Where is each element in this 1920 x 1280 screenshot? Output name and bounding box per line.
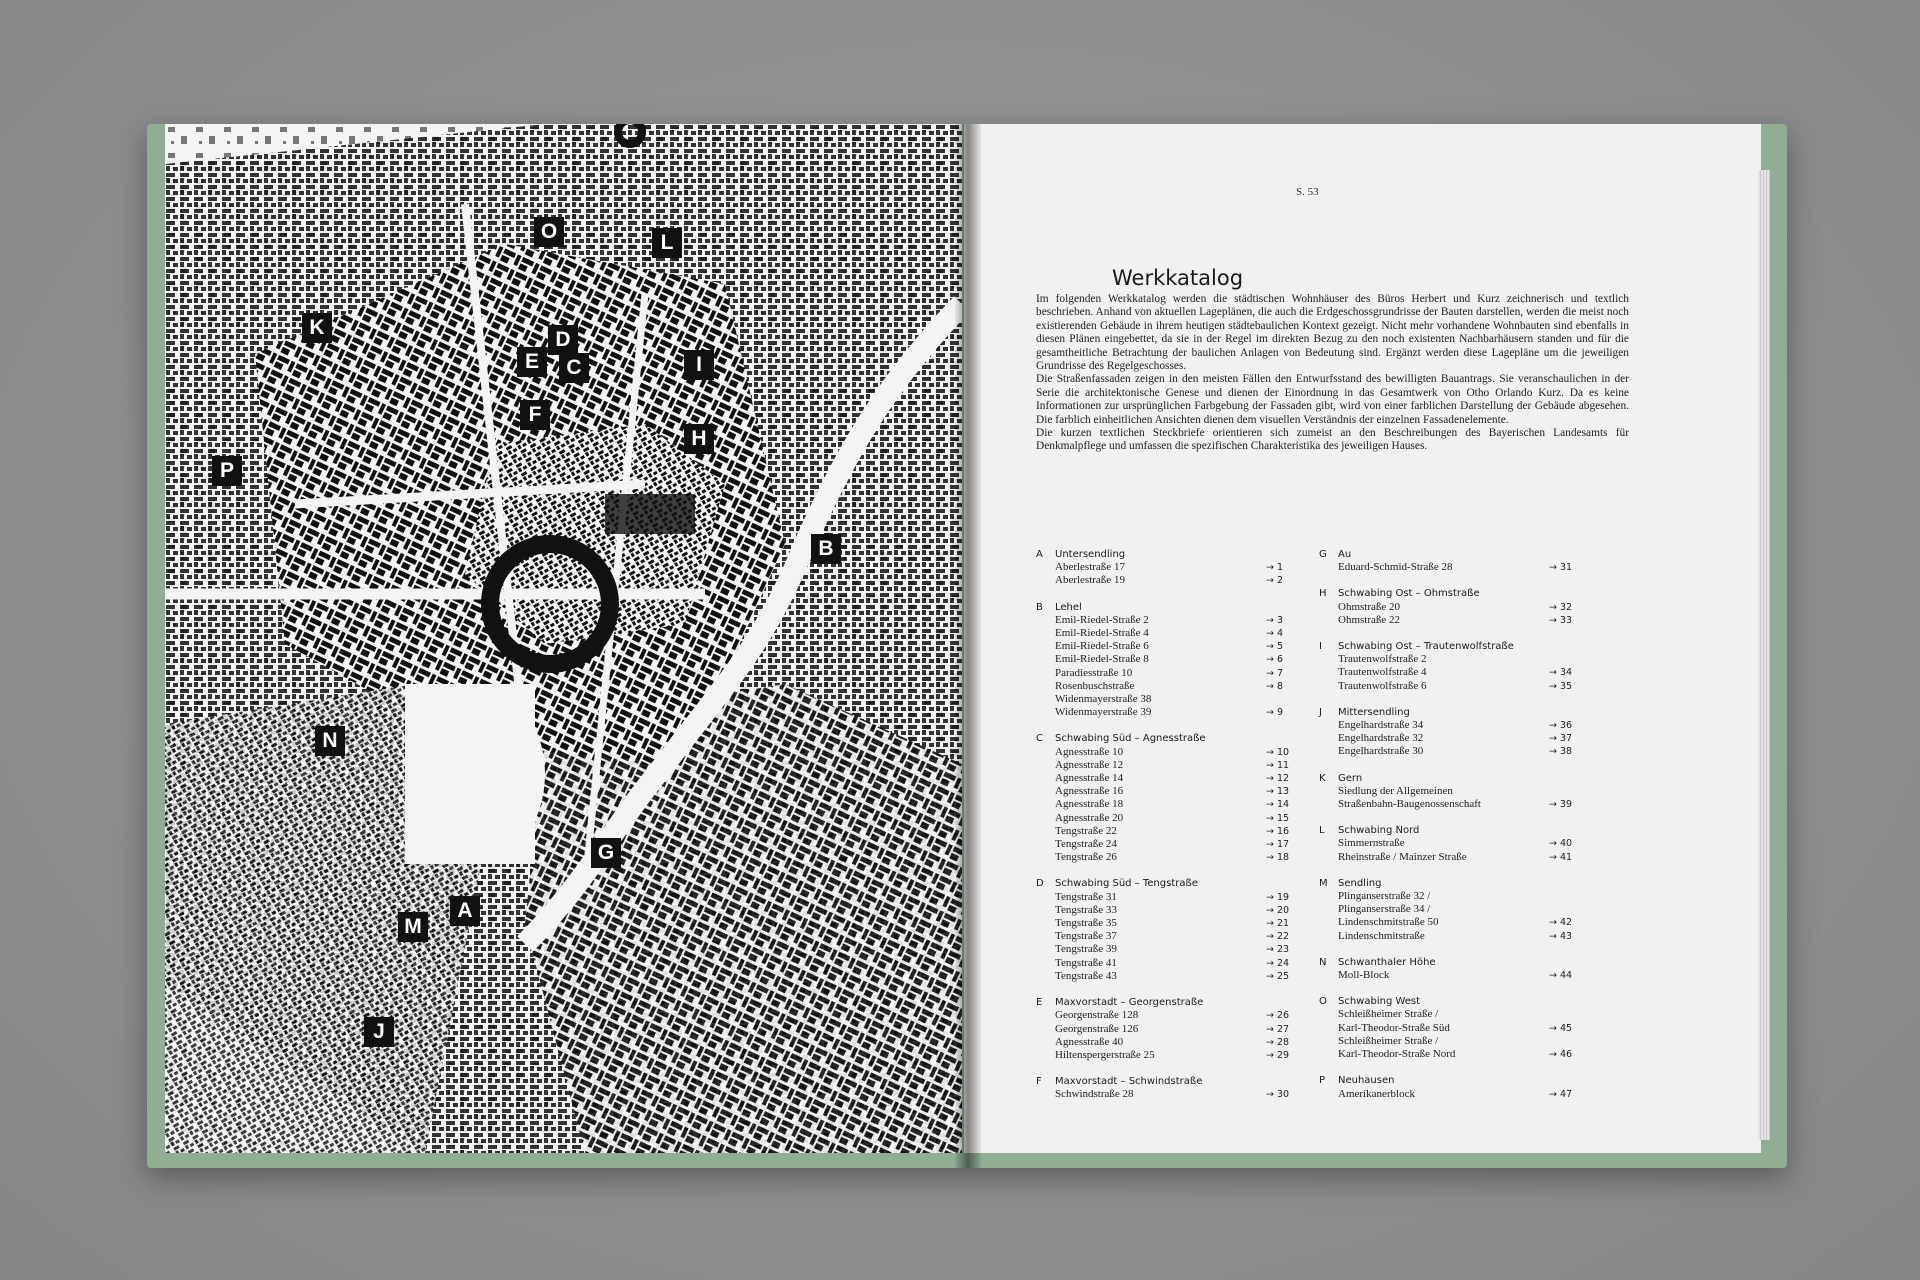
index-group-letter: B <box>1036 601 1043 613</box>
index-entry-name: Agnesstraße 16 <box>1055 785 1124 798</box>
index-entry-ref: → 33 <box>1549 614 1573 626</box>
index-entry-ref: → 26 <box>1266 1010 1290 1022</box>
index-entry-name: Agnesstraße 18 <box>1055 798 1124 811</box>
index-group <box>1319 548 1579 574</box>
index-entry-name: Emil-Riedel-Straße 2 <box>1055 613 1149 626</box>
index-entry <box>1036 891 1296 904</box>
index-entry <box>1319 1022 1579 1035</box>
map-marker-d[interactable]: D <box>548 325 578 355</box>
index-entry-name: Tengstraße 22 <box>1055 824 1117 837</box>
intro-paragraph: Die kurzen textlichen Steckbriefe orientieren sich zumeist an den Beschreibungen des Bayerischen Landesamts für Denkmalpflege und umfassen die spezifischen Charakteristika des jeweiligen Hauses. <box>1036 427 1629 453</box>
index-entry <box>1036 706 1296 719</box>
index-group-name: Gern <box>1338 772 1363 784</box>
index-group-header <box>1036 1075 1296 1088</box>
index-entry-ref <box>1549 1008 1579 1021</box>
index-group <box>1319 824 1579 864</box>
index-entry-ref: → 46 <box>1549 1049 1573 1061</box>
map-marker-a[interactable]: A <box>450 896 480 926</box>
index-entry-name: Widenmayerstraße 39 <box>1055 706 1152 719</box>
index-entry-ref: → 36 <box>1549 720 1573 732</box>
index-entry-name: Schwindstraße 28 <box>1055 1088 1134 1101</box>
index-entry-ref: → 6 <box>1266 654 1284 666</box>
index-entry-name: Widenmayerstraße 38 <box>1055 693 1152 706</box>
index-group-header <box>1036 877 1296 890</box>
index-entry-name: Agnesstraße 14 <box>1055 772 1124 785</box>
index-entry <box>1319 719 1579 732</box>
index-entry <box>1036 1049 1296 1062</box>
index-group-name: Schwabing Süd – Agnesstraße <box>1055 733 1206 745</box>
index-group-letter: C <box>1036 733 1043 745</box>
index-entry-name: Emil-Riedel-Straße 8 <box>1055 653 1149 666</box>
index-entry-name: Lindenschmitstraße <box>1338 929 1425 942</box>
index-entry <box>1036 825 1296 838</box>
index-entry-ref: → 21 <box>1266 918 1290 930</box>
map-marker-c[interactable]: C <box>559 353 589 383</box>
map-marker-k[interactable]: K <box>302 313 332 343</box>
index-entry-name: Tengstraße 24 <box>1055 838 1117 851</box>
map-marker-e[interactable]: E <box>517 347 547 377</box>
index-entry-name: Tengstraße 37 <box>1055 930 1117 943</box>
index-entry <box>1036 943 1296 956</box>
index-group-name: Schwabing West <box>1338 996 1421 1008</box>
map-marker-o[interactable]: O <box>534 217 564 247</box>
index-entry-ref: → 15 <box>1266 812 1290 824</box>
index-entry <box>1036 759 1296 772</box>
index-group-name: Schwanthaler Höhe <box>1338 956 1436 968</box>
index-entry <box>1319 890 1579 903</box>
index-entry <box>1319 837 1579 850</box>
index-entry-ref: → 37 <box>1549 733 1573 745</box>
index-entry-name: Tengstraße 39 <box>1055 943 1117 956</box>
index-entry-ref: → 24 <box>1266 957 1290 969</box>
index-entry-name: Engelhardstraße 30 <box>1338 745 1424 758</box>
index-group-header <box>1319 706 1579 719</box>
index-group <box>1319 706 1579 759</box>
index-group-name: Neuhausen <box>1338 1075 1395 1087</box>
index-entry <box>1319 614 1579 627</box>
index-entry-name: Aberlestraße 17 <box>1055 561 1125 574</box>
index-entry <box>1036 838 1296 851</box>
index-entry <box>1036 930 1296 943</box>
index-entry <box>1036 640 1296 653</box>
index-entry <box>1036 812 1296 825</box>
index-entry <box>1319 1048 1579 1061</box>
page-edges <box>1758 170 1770 1140</box>
index-entry-ref <box>1549 785 1579 798</box>
index-entry <box>1319 653 1579 666</box>
index-entry-ref: → 47 <box>1549 1088 1573 1100</box>
index-entry-ref <box>1549 653 1579 666</box>
index-group-letter: I <box>1319 641 1322 653</box>
index-group-header <box>1319 587 1579 600</box>
index-group-header <box>1319 824 1579 837</box>
index-group <box>1319 995 1579 1061</box>
index-entry-ref <box>1549 890 1579 903</box>
map-marker-b[interactable]: B <box>811 534 841 564</box>
index-entry-name: Agnesstraße 10 <box>1055 745 1124 758</box>
index-group <box>1319 1074 1579 1100</box>
index-group <box>1036 1075 1296 1101</box>
index-entry-name: Lindenschmitstraße 50 <box>1338 916 1439 929</box>
index-entry-ref: → 1 <box>1266 562 1284 574</box>
spine-shadow <box>955 124 981 1168</box>
index-group-letter: M <box>1319 877 1328 889</box>
index-entry-name: Emil-Riedel-Straße 6 <box>1055 640 1149 653</box>
index-entry <box>1036 772 1296 785</box>
index-group-letter: E <box>1036 997 1043 1009</box>
index-entry <box>1319 1035 1579 1048</box>
index-entry-name: Simmernstraße <box>1338 837 1405 850</box>
index-entry <box>1036 957 1296 970</box>
index-group-header <box>1036 732 1296 745</box>
index-entry <box>1036 693 1296 706</box>
index-entry-name: Paradiesstraße 10 <box>1055 666 1133 679</box>
index-entry <box>1036 904 1296 917</box>
index-entry-ref: → 42 <box>1549 917 1573 929</box>
index-entry-name: Trautenwolfstraße 2 <box>1338 653 1427 666</box>
intro-paragraph: Im folgenden Werkkatalog werden die städtischen Wohnhäuser des Büros Herbert und Kurz zeichnerisch und textlich beschrieben. Anhand von aktuellen Lageplänen, die auch die Erdgeschossgrundrisse der Bauten darstellen, werden die meist noch existierenden Gebäude in ihrem heutigen städtebaulichen Kontext gezeigt. Nicht mehr vorhandene Wohnbauten sind ebenfalls in diesen Plänen eingebettet, da sie in der Regel im direkten Bezug zu den noch existenten Nachbarhäusern standen und für die gesamtheitliche Betrachtung der baulichen Anlagen von Bedeutung sind. Ergänzt werden diese Lagepläne um die jeweiligen Grundrisse des Regelgeschosses. <box>1036 293 1629 373</box>
index-entry-ref: → 27 <box>1266 1023 1290 1035</box>
index-group-letter: G <box>1319 549 1327 560</box>
index-entry-name: Ohmstraße 20 <box>1338 600 1401 613</box>
index-entry-ref: → 4 <box>1266 628 1284 640</box>
index-entry-ref: → 13 <box>1266 786 1290 798</box>
index-entry-ref: → 30 <box>1266 1089 1290 1101</box>
index-entry-name: Ohmstraße 22 <box>1338 613 1401 626</box>
index-entry-ref: → 32 <box>1549 601 1573 613</box>
index-entry-name: Tengstraße 43 <box>1055 969 1117 982</box>
intro-paragraph: Die Straßenfassaden zeigen in den meisten Fällen den Entwurfsstand des bewilligten Bauantrags. Sie veranschaulichen in der Serie die architektonische Genese und dienen der Einordnung in das Gesamtwerk von Otho Orlando Kurz. Da es keine Informationen zur ursprünglichen Farbgebung der Fassaden gibt, wird von einer farblichen Darstellung der Gebäude abgesehen. Die farblich einheitlichen Ansichten dienen dem visuellen Verständnis der einzelnen Fassadenelemente. <box>1036 373 1629 426</box>
index-entry-ref: → 16 <box>1266 825 1290 837</box>
index-entry-ref: → 11 <box>1266 759 1290 771</box>
index-entry-name: Agnesstraße 12 <box>1055 758 1124 771</box>
left-page <box>165 124 962 1153</box>
index-entry <box>1036 1088 1296 1101</box>
index-group <box>1036 996 1296 1062</box>
index-entry <box>1036 917 1296 930</box>
index-entry-ref: → 7 <box>1266 667 1284 679</box>
index-group-header <box>1319 548 1579 561</box>
index-entry-ref: → 2 <box>1266 575 1284 587</box>
index-entry-name: Rheinstraße / Mainzer Straße <box>1338 850 1467 863</box>
index-entry-ref: → 3 <box>1266 614 1284 626</box>
index-group <box>1319 587 1579 627</box>
index-entry <box>1036 627 1296 640</box>
index-group <box>1036 732 1296 864</box>
index-entry <box>1036 798 1296 811</box>
index-group-letter: L <box>1319 825 1325 837</box>
index-entry-name: Georgenstraße 128 <box>1055 1009 1139 1022</box>
index-group <box>1036 601 1296 720</box>
index-entry-name: Georgenstraße 126 <box>1055 1022 1139 1035</box>
index-entry-name: Plinganserstraße 34 / <box>1338 903 1431 916</box>
index-entry-ref: → 28 <box>1266 1036 1290 1048</box>
index-entry <box>1319 798 1579 811</box>
index-column-left <box>1036 548 1296 1115</box>
index-entry-name: Schleißheimer Straße / <box>1338 1008 1439 1021</box>
index-group-name: Maxvorstadt – Schwindstraße <box>1055 1076 1203 1088</box>
index-entry-ref: → 17 <box>1266 839 1290 851</box>
map-marker-h[interactable]: H <box>684 424 714 454</box>
index-group-header <box>1319 772 1579 785</box>
index-entry-ref: → 5 <box>1266 641 1284 653</box>
index-entry <box>1036 680 1296 693</box>
index-group-header <box>1036 548 1296 561</box>
index-entry-ref: → 12 <box>1266 773 1290 785</box>
index-group-name: Mittersendling <box>1338 706 1410 718</box>
index-entry <box>1036 1023 1296 1036</box>
index-entry <box>1319 561 1579 574</box>
index-group-letter: H <box>1319 588 1327 600</box>
index-group-letter: A <box>1036 549 1043 560</box>
index-entry-name: Straßenbahn-Baugenossenschaft <box>1338 798 1481 811</box>
index-group <box>1319 640 1579 693</box>
index-group-name: Lehel <box>1055 601 1082 613</box>
index-group-header <box>1319 877 1579 890</box>
index-entry <box>1319 680 1579 693</box>
index-entry-ref <box>1549 1035 1579 1048</box>
index-entry-name: Eduard-Schmid-Straße 28 <box>1338 561 1453 574</box>
index-entry-ref: → 43 <box>1549 930 1573 942</box>
index-entry-name: Tengstraße 35 <box>1055 917 1117 930</box>
index-entry-ref: → 20 <box>1266 904 1290 916</box>
index-entry <box>1036 667 1296 680</box>
index-entry-name: Plinganserstraße 32 / <box>1338 890 1431 903</box>
index-group-header <box>1036 601 1296 614</box>
page-title: Werkkatalog <box>1112 266 1244 290</box>
index-entry <box>1319 666 1579 679</box>
index-entry-name: Siedlung der Allgemeinen <box>1338 784 1453 797</box>
index-entry-ref: → 19 <box>1266 891 1290 903</box>
index-entry <box>1319 601 1579 614</box>
map-marker-g[interactable]: G <box>591 838 621 868</box>
index-entry <box>1036 746 1296 759</box>
map-marker-m[interactable]: M <box>398 912 428 942</box>
index-entry <box>1319 1088 1579 1101</box>
index-group-letter: P <box>1319 1075 1326 1087</box>
index-entry-name: Trautenwolfstraße 4 <box>1338 666 1427 679</box>
index-entry-name: Tengstraße 26 <box>1055 851 1117 864</box>
index-entry <box>1319 732 1579 745</box>
index-group-header <box>1319 995 1579 1008</box>
index-entry <box>1319 851 1579 864</box>
index-entry <box>1036 851 1296 864</box>
index-group-letter: F <box>1036 1076 1042 1088</box>
index-entry <box>1319 930 1579 943</box>
index-entry-ref: → 23 <box>1266 944 1290 956</box>
index-entry-name: Rosenbuschstraße <box>1055 679 1135 692</box>
index-group-letter: N <box>1319 956 1327 968</box>
index-entry-ref: → 9 <box>1266 707 1284 719</box>
map-marker-p[interactable]: P <box>212 456 242 486</box>
index-entry <box>1036 653 1296 666</box>
index-group-header <box>1319 956 1579 969</box>
index-entry <box>1036 1009 1296 1022</box>
index-group <box>1036 548 1296 588</box>
index-group-name: Maxvorstadt – Georgenstraße <box>1055 997 1204 1009</box>
index-entry-name: Hiltenspergerstraße 25 <box>1055 1048 1155 1061</box>
index-entry <box>1036 574 1296 587</box>
index-entry <box>1036 970 1296 983</box>
page-number: S. 53 <box>1296 186 1319 198</box>
index-entry-name: Engelhardstraße 34 <box>1338 719 1424 732</box>
index-group-letter: D <box>1036 878 1044 890</box>
index-entry <box>1319 1008 1579 1021</box>
index-group <box>1319 877 1579 943</box>
index-entry-ref <box>1549 903 1579 916</box>
index-entry <box>1319 903 1579 916</box>
index-entry-name: Emil-Riedel-Straße 4 <box>1055 627 1149 640</box>
index-group-name: Au <box>1338 549 1352 560</box>
index-entry <box>1036 785 1296 798</box>
index-entry-ref: → 18 <box>1266 852 1290 864</box>
index-entry-ref: → 45 <box>1549 1022 1573 1034</box>
index-group-letter: J <box>1319 706 1322 718</box>
index-entry-ref: → 44 <box>1549 970 1573 982</box>
index-group-letter: O <box>1319 996 1327 1008</box>
index-entry-name: Tengstraße 41 <box>1055 956 1117 969</box>
index-entry-name: Karl-Theodor-Straße Süd <box>1338 1021 1450 1034</box>
index-group-name: Untersendling <box>1055 549 1126 560</box>
index-group-name: Schwabing Ost – Ohmstraße <box>1338 588 1480 600</box>
index-group <box>1319 956 1579 982</box>
intro-text <box>1036 293 1629 454</box>
index-entry-ref: → 22 <box>1266 931 1290 943</box>
index-entry-name: Tengstraße 33 <box>1055 903 1117 916</box>
index-entry-name: Moll-Block <box>1338 969 1390 982</box>
index-entry-ref: → 10 <box>1266 746 1290 758</box>
index-entry <box>1319 916 1579 929</box>
map-marker-j[interactable]: J <box>364 1017 394 1047</box>
index-entry <box>1319 785 1579 798</box>
index-entry-ref: → 25 <box>1266 970 1290 982</box>
index-entry <box>1036 1036 1296 1049</box>
index-entry-name: Agnesstraße 20 <box>1055 811 1124 824</box>
index-column-right <box>1319 548 1579 1114</box>
index-entry <box>1319 969 1579 982</box>
index-group-name: Schwabing Nord <box>1338 825 1420 837</box>
index-group-letter: K <box>1319 772 1326 784</box>
index-group-header <box>1036 996 1296 1009</box>
index-group-header <box>1319 1074 1579 1087</box>
index-entry <box>1036 614 1296 627</box>
index-group <box>1036 877 1296 983</box>
index-entry-ref <box>1266 693 1296 706</box>
index-entry-ref: → 29 <box>1266 1049 1290 1061</box>
index-entry-ref: → 35 <box>1549 680 1573 692</box>
index-entry-ref: → 40 <box>1549 838 1573 850</box>
index-group-name: Sendling <box>1338 877 1382 889</box>
index-entry-name: Tengstraße 31 <box>1055 890 1117 903</box>
index-entry <box>1036 561 1296 574</box>
index-group-header <box>1319 640 1579 653</box>
index-entry-name: Schleißheimer Straße / <box>1338 1034 1439 1047</box>
index-entry-name: Aberlestraße 19 <box>1055 574 1125 587</box>
map-marker-i[interactable]: I <box>684 350 714 380</box>
index-entry-ref: → 34 <box>1549 667 1573 679</box>
index-entry-ref: → 14 <box>1266 799 1290 811</box>
index-group-name: Schwabing Ost – Trautenwolfstraße <box>1338 641 1514 653</box>
index-entry-ref: → 31 <box>1549 562 1573 574</box>
index-entry-name: Agnesstraße 40 <box>1055 1035 1124 1048</box>
index-entry <box>1319 745 1579 758</box>
index-entry-ref: → 41 <box>1549 851 1573 863</box>
index-entry-name: Amerikanerblock <box>1338 1087 1415 1100</box>
index-entry-name: Karl-Theodor-Straße Nord <box>1338 1048 1456 1061</box>
map-marker-n[interactable]: N <box>315 726 345 756</box>
index-entry-name: Trautenwolfstraße 6 <box>1338 679 1427 692</box>
index-group <box>1319 772 1579 812</box>
city-map <box>165 124 962 1153</box>
right-page <box>964 124 1761 1153</box>
index-entry-name: Engelhardstraße 32 <box>1338 732 1424 745</box>
index-group-name: Schwabing Süd – Tengstraße <box>1055 878 1198 890</box>
map-marker-f[interactable]: F <box>520 400 550 430</box>
index-entry-ref: → 38 <box>1549 746 1573 758</box>
index-entry-ref: → 8 <box>1266 680 1284 692</box>
index-entry-ref: → 39 <box>1549 799 1573 811</box>
map-marker-l[interactable]: L <box>652 228 682 258</box>
